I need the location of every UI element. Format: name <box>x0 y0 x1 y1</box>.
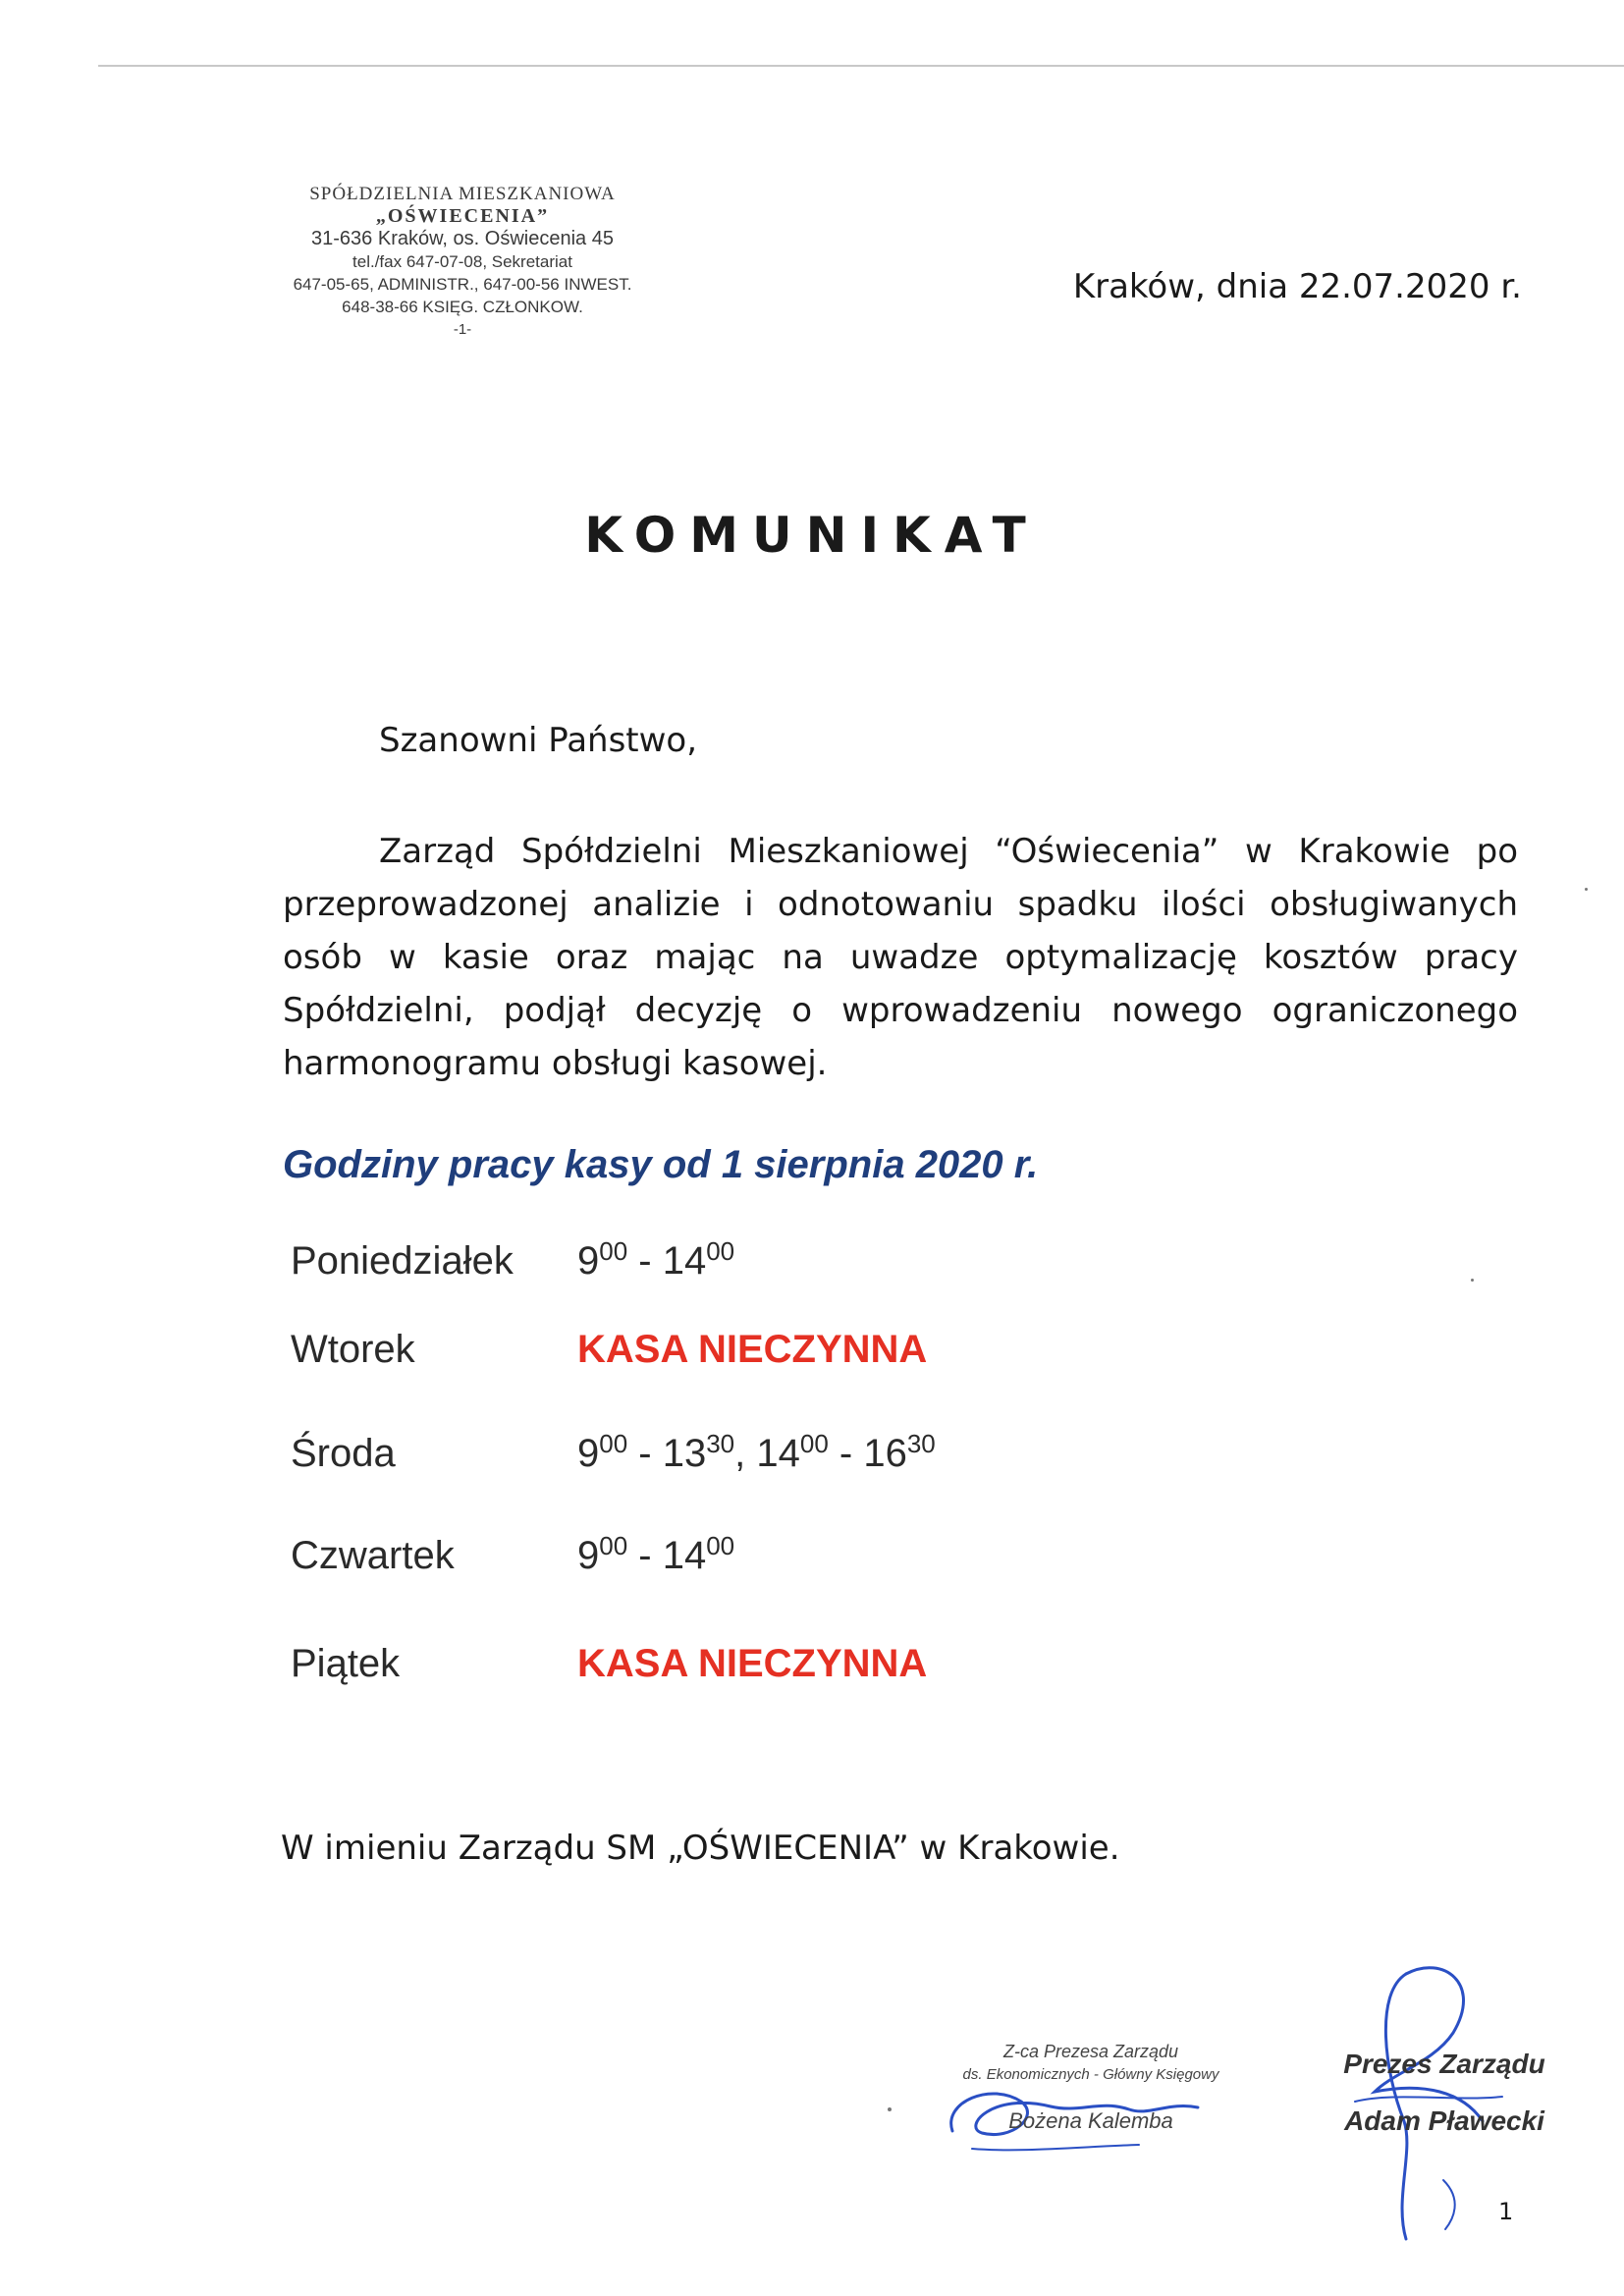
stamp-phone: tel./fax 647-07-08, Sekretariat <box>352 252 572 271</box>
schedule-heading: Godziny pracy kasy od 1 sierpnia 2020 r. <box>283 1143 1039 1186</box>
stamp-line: SPÓŁDZIELNIA MIESZKANIOWA <box>309 184 616 204</box>
day-label: Wtorek <box>291 1328 415 1371</box>
day-label: Czwartek <box>291 1534 455 1577</box>
signatory-name: Bożena Kalemba <box>1008 2108 1173 2133</box>
closed-label: KASA NIECZYNNA <box>577 1328 928 1371</box>
day-label: Poniedziałek <box>291 1239 514 1283</box>
closing-line: W imieniu Zarządu SM „OŚWIECENIA” w Krakowie. <box>281 1829 1120 1868</box>
signatory-role: Z-ca Prezesa Zarządu <box>1002 2042 1179 2061</box>
document-title: KOMUNIKAT <box>584 507 1040 564</box>
opening-hours: $9^{00} - 13^{30}$, $14^{00} - 16^{30}$ <box>577 1429 936 1475</box>
top-rule <box>98 65 1624 67</box>
signature-block-right <box>1331 2045 1557 2141</box>
signature-block-left <box>929 2039 1253 2141</box>
cooperative-stamp <box>257 183 668 341</box>
stamp-phone: 647-05-65, ADMINISTR., 647-00-56 INWEST. <box>293 275 632 294</box>
day-label: Piątek <box>291 1642 401 1685</box>
opening-hours: $9^{00} - 14^{00}$ <box>577 1531 735 1577</box>
scan-speck <box>1585 888 1588 891</box>
stamp-phone: 648-38-66 KSIĘG. CZŁONKOW. <box>342 298 583 316</box>
day-label: Środa <box>291 1432 396 1475</box>
closed-label: KASA NIECZYNNA <box>577 1642 928 1685</box>
signatory-title: ds. Ekonomicznych - Główny Księgowy <box>962 2066 1219 2083</box>
signatory-role: Prezes Zarządu <box>1343 2049 1545 2079</box>
page-number: 1 <box>1498 2198 1514 2225</box>
signatory-name: Adam Pławecki <box>1344 2105 1544 2136</box>
body-paragraph: Zarząd Spółdzielni Mieszkaniowej “Oświecenia” w Krakowie po przeprowadzonej analizie i odnotowaniu spadku ilości obsługiwanych osób w kasie oraz mając na uwadze optymalizację kosztów pracy Spółdzielni, podjął decyzję o wprowadzeniu nowego ograniczonego harmonogramu obsługi kasowej. <box>283 832 1518 1083</box>
opening-hours: $9^{00} - 14^{00}$ <box>577 1236 735 1283</box>
document-date: Kraków, dnia 22.07.2020 r. <box>1072 267 1522 306</box>
scan-speck <box>888 2107 892 2111</box>
stamp-name: „OŚWIECENIA” <box>375 205 550 227</box>
scan-speck <box>1471 1279 1474 1282</box>
stamp-address: 31-636 Kraków, os. Oświecenia 45 <box>311 228 614 249</box>
greeting: Szanowni Państwo, <box>379 721 698 760</box>
stamp-number: -1- <box>453 321 472 338</box>
